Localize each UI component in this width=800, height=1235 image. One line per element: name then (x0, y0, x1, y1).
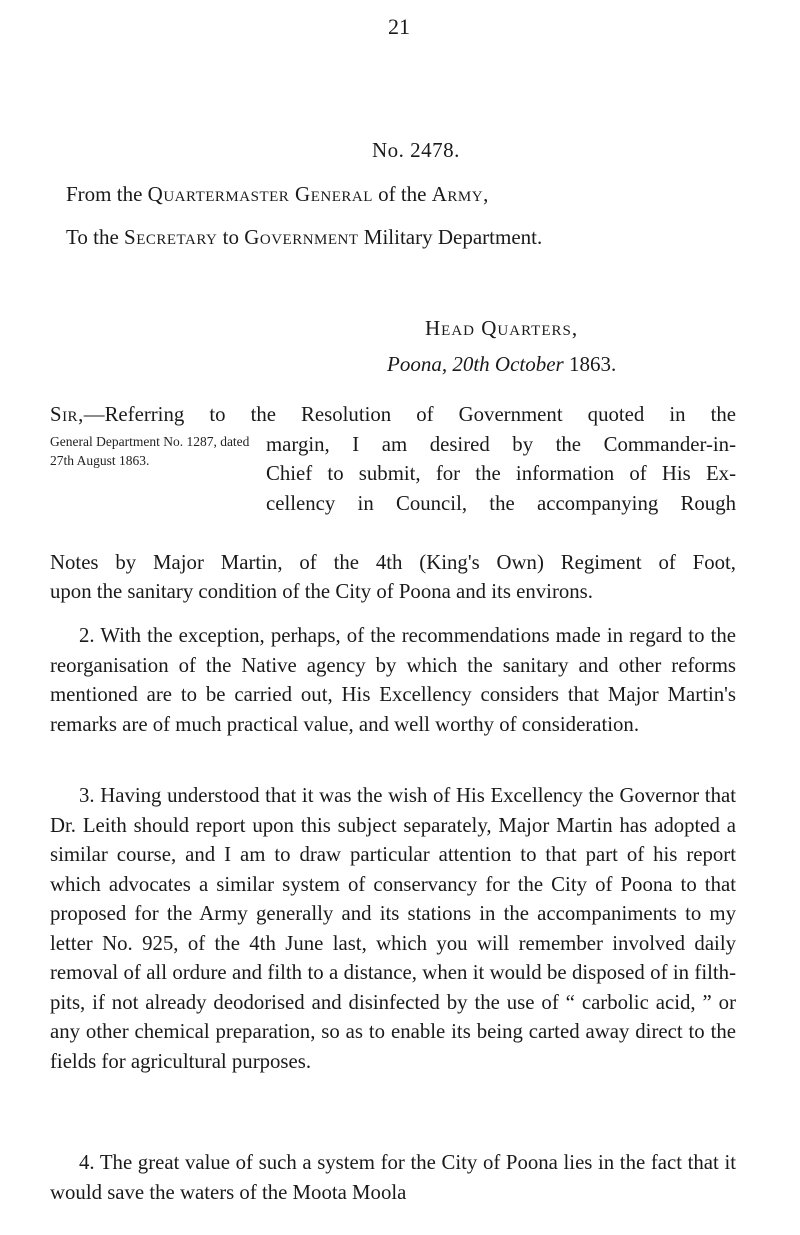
paragraph-4-text: 4. The great value of such a system for the City of Poona lies in the fact that it would save the waters of the Moota Moola (50, 1151, 736, 1204)
paragraph-1-side-lines (266, 430, 736, 519)
margin-note: General Department No. 1287, dated 27th August 1863. (50, 434, 250, 468)
salutation: Sir, (50, 403, 84, 426)
from-org: Army, (431, 182, 489, 206)
paragraph-1-side-line: margin, I am desired by the Commander-in- (266, 432, 736, 456)
paragraph-1-first-line (50, 400, 736, 430)
dateline-year: 1863. (568, 352, 617, 376)
document-number: No. 2478. (372, 138, 460, 162)
to-suffix: Military Department. (363, 225, 543, 249)
paragraph-1-rest (50, 548, 736, 607)
dateline-place: Poona, (387, 352, 448, 376)
head-quarters: Head Quarters, (425, 316, 579, 340)
from-suffix: of the (378, 182, 427, 206)
paragraph-4 (50, 1148, 736, 1207)
from-office: Quartermaster General (147, 182, 373, 206)
to-line (66, 225, 542, 250)
paragraph-1-rest-line: Notes by Major Martin, of the 4th (King's Own) Regiment of Foot, (50, 550, 736, 574)
dateline (387, 352, 616, 377)
to-prefix: To the (66, 225, 119, 249)
to-org: Government (244, 225, 359, 249)
paragraph-1-line-1: —Referring to the Resolution of Government quoted in the (83, 403, 736, 426)
to-middle: to (222, 225, 239, 249)
page-number: 21 (388, 14, 410, 39)
dateline-date: 20th October (452, 352, 564, 376)
paragraph-3-text: 3. Having understood that it was the wish of His Excellency the Governor that Dr. Leith should report upon this subject separately, Major Martin has adopted a similar course, and I am to draw particular attention to that part of his report which advocates a similar system of conservancy for the City of Poona to that proposed for the Army generally and its stations in the accompaniments to my letter No. 925, of the 4th June last, which you will remember involved daily removal of all ordure and filth to a distance, when it would be disposed of in filth-pits, if not already deodorised and disinfected by the use of “ carbolic acid, ” or any other chemical preparation, so as to enable its being carted away direct to the fields for agricultural purposes. (50, 784, 736, 1073)
to-office: Secretary (124, 225, 218, 249)
paragraph-1-side-line: cellency in Council, the accompanying Rough (266, 491, 736, 515)
from-prefix: From the (66, 182, 143, 206)
from-line (66, 182, 489, 207)
paragraph-2-text: 2. With the exception, perhaps, of the recommendations made in regard to the reorganisation of the Native agency by which the sanitary and other reforms mentioned are to be carried out, His Excellency considers that Major Martin's remarks are of much practical value, and well worthy of consideration. (50, 624, 736, 736)
paragraph-1-side-line: Chief to submit, for the information of His Ex- (266, 462, 736, 485)
paragraph-3 (50, 781, 736, 1076)
paragraph-1-rest-line: upon the sanitary condition of the City of Poona and its environs. (50, 580, 593, 603)
paragraph-2 (50, 621, 736, 739)
